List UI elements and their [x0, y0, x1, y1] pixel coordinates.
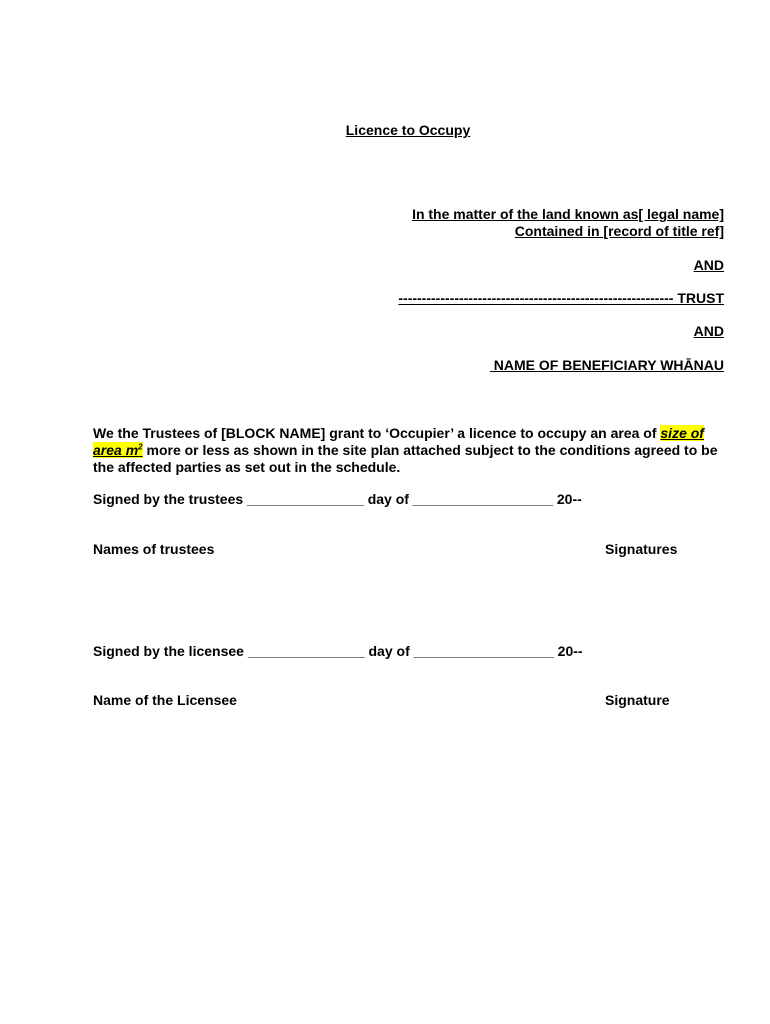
licensee-signed-line: Signed by the licensee _______________ day of __________________ 20--: [93, 643, 583, 659]
trust-line: ----------------------------------------------------------- TRUST: [398, 290, 724, 306]
document-title: Licence to Occupy: [345, 122, 471, 138]
matter-land-name: In the matter of the land known as[ legal name]: [412, 206, 724, 222]
grant-suffix: more or less as shown in the site plan attached subject to the conditions agreed to be the affected parties as set out in the schedule.: [93, 442, 718, 475]
trustees-names-label: Names of trustees: [93, 541, 215, 557]
grant-prefix: We the Trustees of [BLOCK NAME] grant to ‘Occupier’ a licence to occupy an area of: [93, 425, 657, 441]
matter-title-ref: Contained in [record of title ref]: [514, 223, 724, 239]
beneficiary-whanau: NAME OF BENEFICIARY WHĀNAU: [489, 357, 724, 373]
licensee-signature-label: Signature: [605, 692, 670, 708]
licensee-name-label: Name of the Licensee: [93, 692, 237, 708]
area-size-placeholder: size of area $m^2$: [93, 425, 704, 458]
grant-paragraph: [93, 425, 733, 476]
trustees-signed-line: Signed by the trustees _______________ day of __________________ 20--: [93, 491, 582, 507]
and-separator-2: AND: [693, 323, 724, 339]
trustees-signatures-label: Signatures: [605, 541, 678, 557]
and-separator-1: AND: [693, 257, 724, 273]
